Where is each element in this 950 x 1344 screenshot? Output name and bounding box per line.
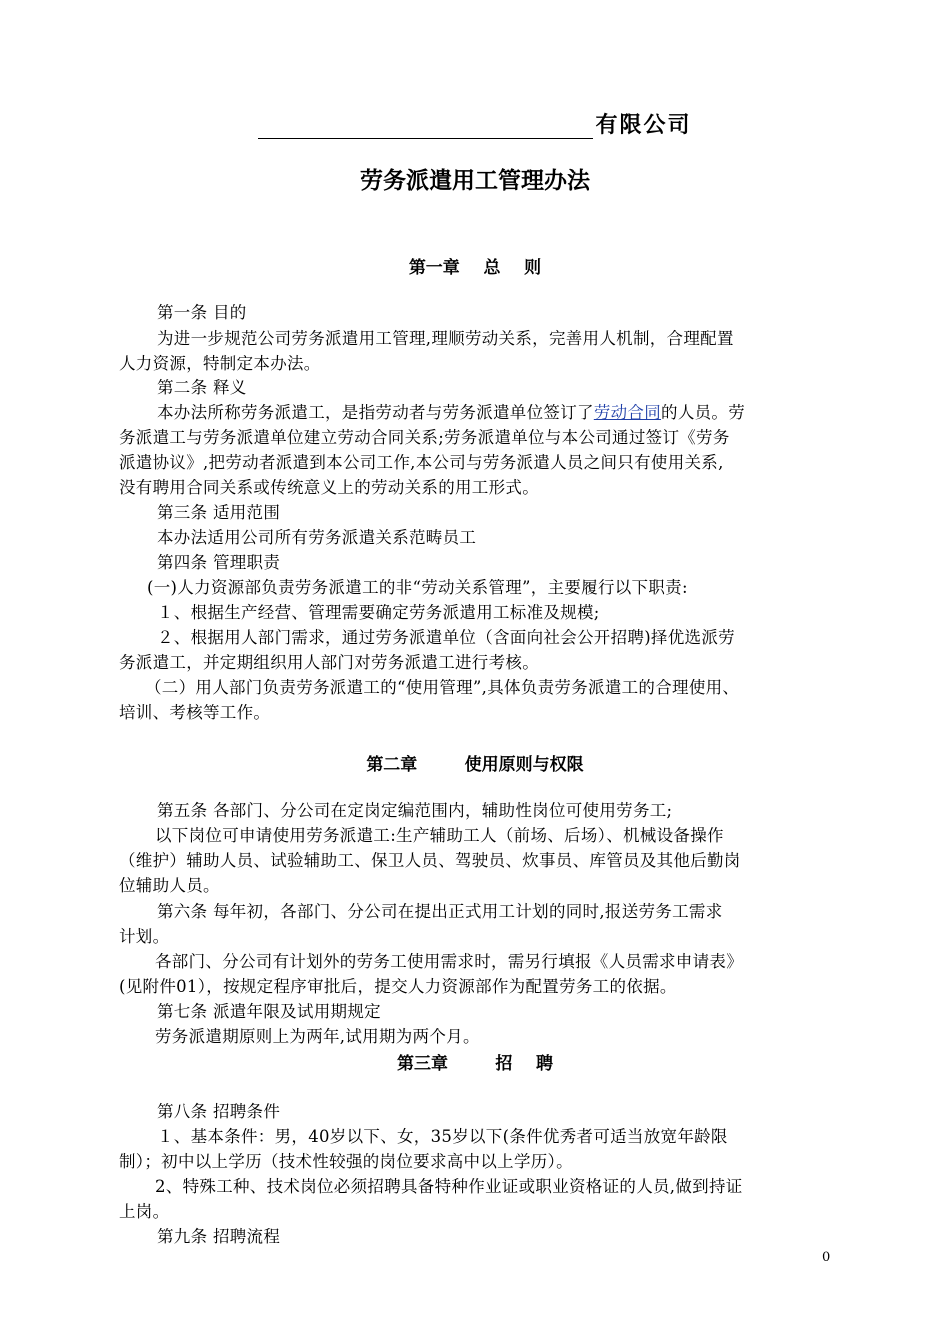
paragraph-line: 务派遣工，并定期组织用人部门对劳务派遣工进行考核。 <box>119 653 539 672</box>
article-4-heading: 第四条 管理职责 <box>157 553 281 572</box>
paragraph-line: （二）用人部门负责劳务派遣工的“使用管理”,具体负责劳务派遣工的合理使用、 <box>145 678 740 697</box>
paragraph-line: １、基本条件：男，40岁以下、女，35岁以下(条件优秀者可适当放宽年龄限 <box>157 1127 728 1146</box>
article-9-heading: 第九条 招聘流程 <box>157 1227 281 1246</box>
article-2-heading: 第二条 释义 <box>157 378 247 397</box>
company-header <box>0 108 950 139</box>
paragraph-line: 位辅助人员。 <box>119 876 220 895</box>
paragraph-line: 上岗。 <box>119 1202 170 1221</box>
paragraph-line: 本办法适用公司所有劳务派遣关系范畴员工 <box>157 528 477 547</box>
paragraph-line: (见附件01），按规定程序审批后，提交人力资源部作为配置劳务工的依据。 <box>119 977 677 996</box>
chapter-3-heading: 第三章 招 聘 <box>396 1054 554 1074</box>
text-span: 本办法所称劳务派遣工，是指劳动者与劳务派遣单位签订了 <box>157 403 594 422</box>
paragraph-line: 计划。 <box>119 927 170 946</box>
paragraph-line: 务派遣工与劳务派遣单位建立劳动合同关系;劳务派遣单位与本公司通过签订《劳务 <box>119 428 730 447</box>
company-name-blank <box>258 110 593 139</box>
paragraph-line <box>119 400 869 425</box>
article-8-heading: 第八条 招聘条件 <box>157 1102 281 1121</box>
paragraph-line: 人力资源，特制定本办法。 <box>119 354 321 373</box>
page-number: 0 <box>822 1250 831 1265</box>
paragraph-line: （维护）辅助人员、试验辅助工、保卫人员、驾驶员、炊事员、库管员及其他后勤岗 <box>119 851 741 870</box>
text-span: 的人员。劳 <box>661 403 746 422</box>
chapter-2-heading: 第二章 使用原则与权限 <box>366 755 584 775</box>
labor-contract-link[interactable]: 劳动合同 <box>593 403 662 422</box>
article-3-heading: 第三条 适用范围 <box>157 503 281 522</box>
article-5-heading: 第五条 各部门、分公司在定岗定编范围内，辅助性岗位可使用劳务工; <box>157 801 673 820</box>
paragraph-line: 各部门、分公司有计划外的劳务工使用需求时，需另行填报《人员需求申请表》 <box>155 952 743 971</box>
document-title: 劳务派遣用工管理办法 <box>360 168 590 194</box>
paragraph-line: ２、根据用人部门需求，通过劳务派遣单位（含面向社会公开招聘)择优选派劳 <box>157 628 735 647</box>
paragraph-line: 以下岗位可申请使用劳务派遣工:生产辅助工人（前场、后场）、机械设备操作 <box>155 826 724 845</box>
paragraph-line: 劳务派遣期原则上为两年,试用期为两个月。 <box>155 1027 480 1046</box>
paragraph-line: 派遣协议》,把劳动者派遣到本公司工作,本公司与劳务派遣人员之间只有使用关系, <box>119 453 724 472</box>
article-7-heading: 第七条 派遣年限及试用期规定 <box>157 1002 381 1021</box>
paragraph-line: 没有聘用合同关系或传统意义上的劳动关系的用工形式。 <box>119 478 539 497</box>
paragraph-line: 为进一步规范公司劳务派遣用工管理,理顺劳动关系，完善用人机制，合理配置 <box>157 329 734 348</box>
chapter-1-heading: 第一章 总 则 <box>408 258 542 278</box>
company-suffix: 有限公司 <box>595 113 692 138</box>
paragraph-line: 2、特殊工种、技术岗位必须招聘具备特种作业证或职业资格证的人员,做到持证 <box>155 1177 743 1196</box>
paragraph-line: 培训、考核等工作。 <box>119 703 271 722</box>
paragraph-line: 制）；初中以上学历（技术性较强的岗位要求高中以上学历）。 <box>119 1152 573 1171</box>
article-6-heading: 第六条 每年初，各部门、分公司在提出正式用工计划的同时,报送劳务工需求 <box>157 902 723 921</box>
paragraph-line: (一)人力资源部负责劳务派遣工的非“劳动关系管理”，主要履行以下职责: <box>147 578 688 597</box>
article-1-heading: 第一条 目的 <box>157 303 247 322</box>
paragraph-line: １、根据生产经营、管理需要确定劳务派遣用工标准及规模; <box>157 603 600 622</box>
